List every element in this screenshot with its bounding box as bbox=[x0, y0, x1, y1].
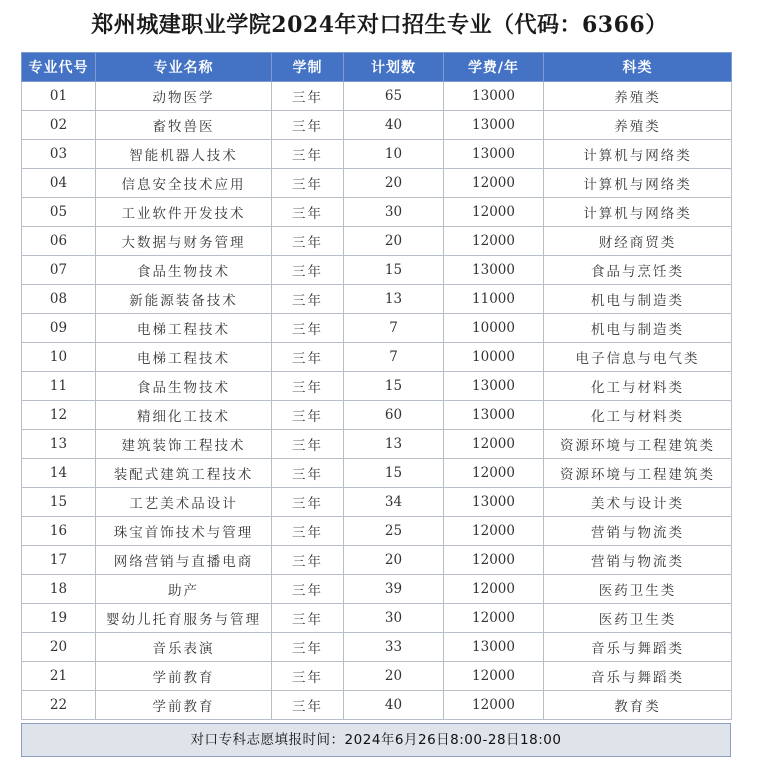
cell-major-code: 09 bbox=[22, 314, 96, 343]
cell-duration: 三年 bbox=[272, 198, 344, 227]
cell-major-code: 03 bbox=[22, 140, 96, 169]
cell-category: 机电与制造类 bbox=[544, 285, 732, 314]
cell-duration: 三年 bbox=[272, 256, 344, 285]
table-body bbox=[22, 82, 732, 720]
cell-plan-count: 39 bbox=[344, 575, 444, 604]
cell-plan-count: 40 bbox=[344, 111, 444, 140]
cell-category: 营销与物流类 bbox=[544, 517, 732, 546]
cell-duration: 三年 bbox=[272, 633, 344, 662]
cell-category: 机电与制造类 bbox=[544, 314, 732, 343]
header-major-name: 专业名称 bbox=[96, 53, 272, 82]
cell-category: 计算机与网络类 bbox=[544, 140, 732, 169]
cell-major-code: 17 bbox=[22, 546, 96, 575]
cell-tuition: 12000 bbox=[444, 662, 544, 691]
cell-plan-count: 60 bbox=[344, 401, 444, 430]
cell-major-name: 大数据与财务管理 bbox=[96, 227, 272, 256]
cell-plan-count: 20 bbox=[344, 662, 444, 691]
cell-major-name: 电梯工程技术 bbox=[96, 343, 272, 372]
table-row bbox=[22, 546, 732, 575]
cell-major-name: 建筑装饰工程技术 bbox=[96, 430, 272, 459]
cell-major-name: 信息安全技术应用 bbox=[96, 169, 272, 198]
cell-major-code: 15 bbox=[22, 488, 96, 517]
cell-major-code: 10 bbox=[22, 343, 96, 372]
cell-tuition: 12000 bbox=[444, 517, 544, 546]
cell-tuition: 12000 bbox=[444, 169, 544, 198]
cell-major-name: 智能机器人技术 bbox=[96, 140, 272, 169]
cell-major-name: 网络营销与直播电商 bbox=[96, 546, 272, 575]
cell-tuition: 12000 bbox=[444, 430, 544, 459]
cell-major-name: 音乐表演 bbox=[96, 633, 272, 662]
cell-major-code: 12 bbox=[22, 401, 96, 430]
cell-major-name: 食品生物技术 bbox=[96, 372, 272, 401]
table-row bbox=[22, 633, 732, 662]
cell-major-code: 22 bbox=[22, 691, 96, 720]
cell-major-name: 工业软件开发技术 bbox=[96, 198, 272, 227]
cell-major-code: 01 bbox=[22, 82, 96, 111]
cell-major-code: 11 bbox=[22, 372, 96, 401]
cell-duration: 三年 bbox=[272, 285, 344, 314]
cell-plan-count: 25 bbox=[344, 517, 444, 546]
cell-tuition: 11000 bbox=[444, 285, 544, 314]
cell-tuition: 12000 bbox=[444, 198, 544, 227]
cell-duration: 三年 bbox=[272, 517, 344, 546]
header-plan-count: 计划数 bbox=[344, 53, 444, 82]
cell-duration: 三年 bbox=[272, 604, 344, 633]
table-row bbox=[22, 662, 732, 691]
cell-category: 音乐与舞蹈类 bbox=[544, 633, 732, 662]
cell-duration: 三年 bbox=[272, 662, 344, 691]
cell-tuition: 13000 bbox=[444, 401, 544, 430]
table-row bbox=[22, 227, 732, 256]
cell-duration: 三年 bbox=[272, 488, 344, 517]
enrollment-table bbox=[21, 52, 732, 720]
cell-major-name: 学前教育 bbox=[96, 691, 272, 720]
cell-duration: 三年 bbox=[272, 169, 344, 198]
table-row bbox=[22, 256, 732, 285]
cell-category: 美术与设计类 bbox=[544, 488, 732, 517]
cell-plan-count: 30 bbox=[344, 604, 444, 633]
cell-major-code: 21 bbox=[22, 662, 96, 691]
table-row bbox=[22, 691, 732, 720]
cell-plan-count: 34 bbox=[344, 488, 444, 517]
cell-major-code: 06 bbox=[22, 227, 96, 256]
cell-tuition: 13000 bbox=[444, 82, 544, 111]
cell-tuition: 13000 bbox=[444, 633, 544, 662]
cell-major-name: 珠宝首饰技术与管理 bbox=[96, 517, 272, 546]
application-time-note: 对口专科志愿填报时间：2024年6月26日8:00-28日18:00 bbox=[21, 723, 731, 757]
cell-tuition: 12000 bbox=[444, 227, 544, 256]
table-row bbox=[22, 575, 732, 604]
cell-plan-count: 65 bbox=[344, 82, 444, 111]
cell-plan-count: 33 bbox=[344, 633, 444, 662]
cell-tuition: 12000 bbox=[444, 546, 544, 575]
cell-category: 食品与烹饪类 bbox=[544, 256, 732, 285]
table-row bbox=[22, 82, 732, 111]
cell-major-code: 14 bbox=[22, 459, 96, 488]
header-duration: 学制 bbox=[272, 53, 344, 82]
cell-plan-count: 30 bbox=[344, 198, 444, 227]
table-row bbox=[22, 285, 732, 314]
cell-plan-count: 20 bbox=[344, 546, 444, 575]
cell-major-name: 畜牧兽医 bbox=[96, 111, 272, 140]
table-row bbox=[22, 401, 732, 430]
cell-duration: 三年 bbox=[272, 140, 344, 169]
cell-major-code: 02 bbox=[22, 111, 96, 140]
table-row bbox=[22, 430, 732, 459]
cell-major-name: 装配式建筑工程技术 bbox=[96, 459, 272, 488]
table-header-row bbox=[22, 53, 732, 82]
cell-major-name: 婴幼儿托育服务与管理 bbox=[96, 604, 272, 633]
cell-tuition: 10000 bbox=[444, 343, 544, 372]
table-row bbox=[22, 314, 732, 343]
cell-category: 医药卫生类 bbox=[544, 575, 732, 604]
cell-major-code: 13 bbox=[22, 430, 96, 459]
cell-category: 资源环境与工程建筑类 bbox=[544, 430, 732, 459]
cell-duration: 三年 bbox=[272, 430, 344, 459]
cell-category: 计算机与网络类 bbox=[544, 169, 732, 198]
cell-major-name: 食品生物技术 bbox=[96, 256, 272, 285]
cell-tuition: 12000 bbox=[444, 575, 544, 604]
cell-category: 养殖类 bbox=[544, 82, 732, 111]
table-row bbox=[22, 517, 732, 546]
cell-major-code: 16 bbox=[22, 517, 96, 546]
cell-major-name: 精细化工技术 bbox=[96, 401, 272, 430]
cell-duration: 三年 bbox=[272, 546, 344, 575]
table-row bbox=[22, 111, 732, 140]
table-row bbox=[22, 604, 732, 633]
cell-category: 化工与材料类 bbox=[544, 372, 732, 401]
table-row bbox=[22, 488, 732, 517]
cell-plan-count: 40 bbox=[344, 691, 444, 720]
cell-category: 教育类 bbox=[544, 691, 732, 720]
header-tuition: 学费/年 bbox=[444, 53, 544, 82]
cell-duration: 三年 bbox=[272, 82, 344, 111]
cell-category: 医药卫生类 bbox=[544, 604, 732, 633]
table-row bbox=[22, 198, 732, 227]
cell-plan-count: 20 bbox=[344, 169, 444, 198]
cell-duration: 三年 bbox=[272, 343, 344, 372]
table-row bbox=[22, 140, 732, 169]
cell-plan-count: 15 bbox=[344, 459, 444, 488]
cell-plan-count: 7 bbox=[344, 314, 444, 343]
cell-plan-count: 15 bbox=[344, 372, 444, 401]
cell-category: 音乐与舞蹈类 bbox=[544, 662, 732, 691]
cell-tuition: 13000 bbox=[444, 372, 544, 401]
cell-major-name: 助产 bbox=[96, 575, 272, 604]
cell-tuition: 12000 bbox=[444, 459, 544, 488]
cell-plan-count: 13 bbox=[344, 285, 444, 314]
cell-duration: 三年 bbox=[272, 314, 344, 343]
cell-category: 电子信息与电气类 bbox=[544, 343, 732, 372]
cell-major-code: 20 bbox=[22, 633, 96, 662]
cell-duration: 三年 bbox=[272, 401, 344, 430]
cell-duration: 三年 bbox=[272, 575, 344, 604]
table-row bbox=[22, 169, 732, 198]
cell-category: 营销与物流类 bbox=[544, 546, 732, 575]
header-major-code: 专业代号 bbox=[22, 53, 96, 82]
cell-major-name: 新能源装备技术 bbox=[96, 285, 272, 314]
cell-major-code: 08 bbox=[22, 285, 96, 314]
cell-plan-count: 15 bbox=[344, 256, 444, 285]
cell-tuition: 13000 bbox=[444, 488, 544, 517]
table-row bbox=[22, 459, 732, 488]
cell-category: 计算机与网络类 bbox=[544, 198, 732, 227]
cell-tuition: 10000 bbox=[444, 314, 544, 343]
cell-category: 财经商贸类 bbox=[544, 227, 732, 256]
header-category: 科类 bbox=[544, 53, 732, 82]
cell-duration: 三年 bbox=[272, 227, 344, 256]
cell-major-code: 05 bbox=[22, 198, 96, 227]
cell-duration: 三年 bbox=[272, 111, 344, 140]
cell-category: 资源环境与工程建筑类 bbox=[544, 459, 732, 488]
cell-duration: 三年 bbox=[272, 372, 344, 401]
cell-plan-count: 10 bbox=[344, 140, 444, 169]
cell-major-code: 19 bbox=[22, 604, 96, 633]
table-row bbox=[22, 372, 732, 401]
table-row bbox=[22, 343, 732, 372]
cell-tuition: 13000 bbox=[444, 140, 544, 169]
cell-tuition: 12000 bbox=[444, 691, 544, 720]
cell-tuition: 12000 bbox=[444, 604, 544, 633]
cell-category: 化工与材料类 bbox=[544, 401, 732, 430]
cell-major-name: 电梯工程技术 bbox=[96, 314, 272, 343]
cell-major-code: 04 bbox=[22, 169, 96, 198]
cell-major-code: 18 bbox=[22, 575, 96, 604]
cell-plan-count: 13 bbox=[344, 430, 444, 459]
page-title: 郑州城建职业学院2024年对口招生专业（代码：6366） bbox=[91, 12, 668, 38]
cell-tuition: 13000 bbox=[444, 111, 544, 140]
cell-duration: 三年 bbox=[272, 459, 344, 488]
cell-plan-count: 20 bbox=[344, 227, 444, 256]
cell-major-name: 动物医学 bbox=[96, 82, 272, 111]
cell-duration: 三年 bbox=[272, 691, 344, 720]
cell-major-code: 07 bbox=[22, 256, 96, 285]
cell-tuition: 13000 bbox=[444, 256, 544, 285]
cell-major-name: 学前教育 bbox=[96, 662, 272, 691]
cell-category: 养殖类 bbox=[544, 111, 732, 140]
cell-major-name: 工艺美术品设计 bbox=[96, 488, 272, 517]
cell-plan-count: 7 bbox=[344, 343, 444, 372]
